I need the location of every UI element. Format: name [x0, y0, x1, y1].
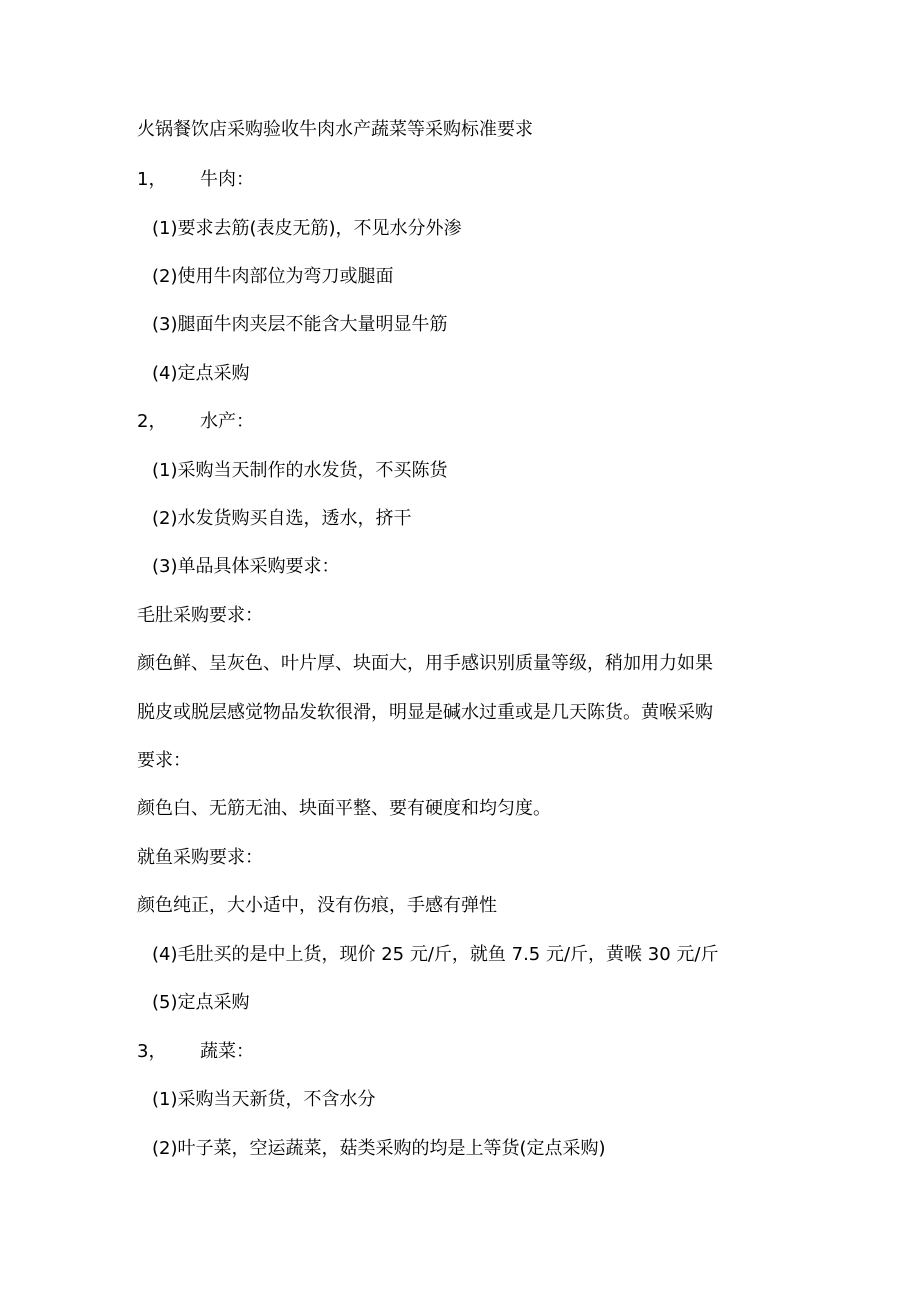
section-1-item-4: (4)定点采购 — [152, 363, 250, 384]
section-3-number: 3， — [137, 1041, 167, 1062]
section-1-number: 1， — [137, 169, 167, 190]
section-2-item-2: (2)水发货购买自选，透水，挤干 — [152, 508, 412, 529]
section-3-item-1: (1)采购当天新货，不含水分 — [152, 1089, 376, 1110]
aorta-requirement-text: 颜色白、无筋无油、块面平整、要有硬度和均匀度。 — [137, 798, 551, 819]
document-title: 火锅餐饮店采购验收牛肉水产蔬菜等采购标准要求 — [137, 119, 533, 140]
tripe-requirement-text-line-2: 脱皮或脱层感觉物品发软很滑，明显是碱水过重或是几天陈货。黄喉采购 — [137, 702, 713, 723]
section-3-heading: 蔬菜： — [200, 1041, 254, 1062]
section-2-number: 2， — [137, 411, 167, 432]
section-3-item-2: (2)叶子菜，空运蔬菜，菇类采购的均是上等货(定点采购) — [152, 1138, 606, 1159]
section-3-header — [137, 1040, 254, 1064]
section-2-heading: 水产： — [200, 411, 254, 432]
section-2-item-5: (5)定点采购 — [152, 992, 250, 1013]
squid-requirement-heading: 就鱼采购要求： — [137, 847, 263, 868]
section-2-item-1: (1)采购当天制作的水发货，不买陈货 — [152, 460, 448, 481]
tripe-requirement-heading: 毛肚采购要求： — [137, 605, 263, 626]
section-1-heading: 牛肉： — [200, 169, 254, 190]
section-2-item-4: (4)毛肚买的是中上货，现价 25 元/斤，就鱼 7.5 元/斤，黄喉 30 元/斤 — [152, 944, 719, 965]
section-1-item-2: (2)使用牛肉部位为弯刀或腿面 — [152, 266, 394, 287]
aorta-requirement-heading-end: 要求： — [137, 750, 191, 771]
section-1-item-3: (3)腿面牛肉夹层不能含大量明显牛筋 — [152, 314, 448, 335]
section-1-header — [137, 168, 254, 192]
squid-requirement-text: 颜色纯正，大小适中，没有伤痕，手感有弹性 — [137, 895, 497, 916]
section-2-item-3: (3)单品具体采购要求： — [152, 556, 340, 577]
section-1-item-1: (1)要求去筋(表皮无筋)，不见水分外渗 — [152, 218, 462, 239]
tripe-requirement-text-line-1: 颜色鲜、呈灰色、叶片厚、块面大，用手感识别质量等级，稍加用力如果 — [137, 653, 713, 674]
section-2-header — [137, 410, 254, 434]
